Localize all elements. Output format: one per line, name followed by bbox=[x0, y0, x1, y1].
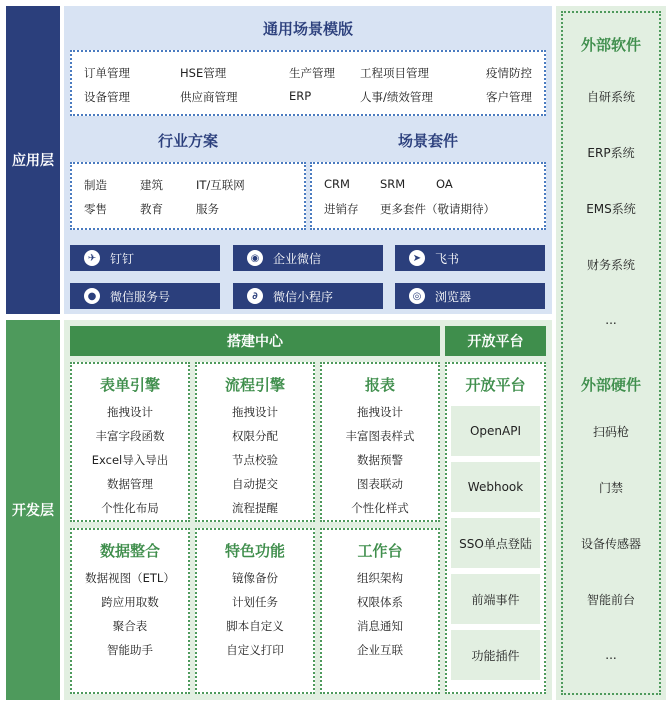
external-software-title: 外部软件 bbox=[580, 36, 641, 54]
module-feature: 自动提交 bbox=[232, 477, 278, 491]
template-item: HSE管理 bbox=[180, 66, 227, 80]
channel-feishu[interactable] bbox=[395, 245, 545, 271]
module-title: 工作台 bbox=[357, 542, 403, 560]
suite-item: 进销存 bbox=[324, 202, 359, 216]
module-feature: 数据预警 bbox=[357, 453, 403, 467]
module-feature: 计划任务 bbox=[232, 595, 278, 609]
module-feature: 自定义打印 bbox=[226, 643, 284, 657]
template-item: 工程项目管理 bbox=[360, 66, 429, 80]
channel-wechat-service[interactable] bbox=[70, 283, 220, 309]
open-platform-item[interactable]: OpenAPI bbox=[451, 406, 540, 456]
industry-item: 建筑 bbox=[140, 178, 163, 192]
open-platform-item[interactable]: SSO单点登陆 bbox=[451, 518, 540, 568]
channel-dingtalk[interactable] bbox=[70, 245, 220, 271]
module-feature: 丰富字段函数 bbox=[95, 429, 165, 443]
external-hardware-title: 外部硬件 bbox=[580, 376, 641, 394]
channel-label: 飞书 bbox=[435, 251, 460, 266]
external-software-item[interactable]: 财务系统 bbox=[567, 239, 655, 289]
suite-item: SRM bbox=[380, 177, 406, 191]
industry-solutions-title: 行业方案 bbox=[157, 132, 218, 150]
module-feature: 聚合表 bbox=[112, 619, 148, 633]
channel-label: 企业微信 bbox=[273, 251, 322, 266]
external-hardware-item[interactable]: 门禁 bbox=[567, 462, 655, 512]
industry-item: 服务 bbox=[196, 202, 219, 216]
module-feature: 企业互联 bbox=[357, 643, 403, 657]
module-title: 报表 bbox=[364, 376, 395, 394]
module-title: 表单引擎 bbox=[99, 376, 160, 394]
module-title: 数据整合 bbox=[99, 542, 160, 560]
module-feature: 消息通知 bbox=[357, 619, 403, 633]
external-software-item[interactable]: 自研系统 bbox=[567, 71, 655, 121]
template-item: ERP bbox=[289, 89, 312, 103]
channel-browser[interactable] bbox=[395, 283, 545, 309]
module-feature: 数据视图（ETL） bbox=[85, 571, 175, 585]
wecom-icon: ◉ bbox=[247, 250, 263, 266]
template-item: 客户管理 bbox=[486, 90, 532, 104]
external-software-item[interactable]: EMS系统 bbox=[567, 183, 655, 233]
module-feature: Excel导入导出 bbox=[91, 453, 169, 467]
module-feature: 权限体系 bbox=[357, 595, 403, 609]
module-feature: 个性化样式 bbox=[351, 501, 409, 515]
dev-layer-label: 开发层 bbox=[6, 320, 60, 700]
module-feature: 个性化布局 bbox=[101, 501, 159, 515]
app-layer-label: 应用层 bbox=[6, 6, 60, 314]
module-feature: 流程提醒 bbox=[232, 501, 278, 515]
module-title: 特色功能 bbox=[224, 542, 285, 560]
open-platform-title: 开放平台 bbox=[465, 376, 526, 394]
module-feature: 镜像备份 bbox=[232, 571, 278, 585]
scene-suite-title: 场景套件 bbox=[397, 132, 458, 150]
external-hardware-item[interactable]: ... bbox=[567, 630, 655, 680]
external-hardware-item[interactable]: 智能前台 bbox=[567, 574, 655, 624]
module-feature: 拖拽设计 bbox=[232, 405, 278, 419]
external-software-item[interactable]: ERP系统 bbox=[567, 127, 655, 177]
module-feature: 脚本自定义 bbox=[226, 619, 284, 633]
general-templates-title: 通用场景模版 bbox=[262, 20, 353, 38]
module-feature: 节点校验 bbox=[232, 453, 278, 467]
module-feature: 权限分配 bbox=[232, 429, 278, 443]
module-feature: 组织架构 bbox=[357, 571, 403, 585]
external-hardware-item[interactable]: 设备传感器 bbox=[567, 518, 655, 568]
general-templates-box bbox=[70, 50, 546, 116]
template-item: 订单管理 bbox=[84, 66, 130, 80]
module-feature: 跨应用取数 bbox=[101, 595, 159, 609]
channel-label: 微信服务号 bbox=[110, 289, 171, 304]
open-platform-item[interactable]: Webhook bbox=[451, 462, 540, 512]
miniprogram-icon: ∂ bbox=[247, 288, 263, 304]
template-item: 生产管理 bbox=[289, 66, 335, 80]
industry-item: IT/互联网 bbox=[196, 178, 245, 192]
open-platform-header: 开放平台 bbox=[445, 326, 546, 356]
external-hardware-item[interactable]: 扫码枪 bbox=[567, 406, 655, 456]
module-title: 流程引擎 bbox=[224, 376, 285, 394]
module-feature: 数据管理 bbox=[107, 477, 153, 491]
wechat-icon: ● bbox=[84, 288, 100, 304]
template-item: 疫情防控 bbox=[486, 66, 532, 80]
suite-item: 更多套件（敬请期待） bbox=[380, 202, 495, 216]
external-software-item[interactable]: ... bbox=[567, 295, 655, 345]
industry-item: 零售 bbox=[84, 202, 107, 216]
channel-label: 浏览器 bbox=[435, 289, 472, 304]
template-item: 供应商管理 bbox=[180, 90, 238, 104]
open-platform-item[interactable]: 前端事件 bbox=[451, 574, 540, 624]
module-feature: 拖拽设计 bbox=[107, 405, 153, 419]
industry-item: 教育 bbox=[140, 202, 163, 216]
module-feature: 智能助手 bbox=[107, 643, 153, 657]
industry-item: 制造 bbox=[84, 178, 107, 192]
suite-item: CRM bbox=[324, 177, 350, 191]
template-item: 设备管理 bbox=[84, 90, 130, 104]
suite-item: OA bbox=[436, 177, 453, 191]
build-center-header: 搭建中心 bbox=[70, 326, 440, 356]
channel-wecom[interactable] bbox=[233, 245, 383, 271]
browser-icon: ◎ bbox=[409, 288, 425, 304]
channel-label: 微信小程序 bbox=[273, 289, 334, 304]
dingtalk-icon: ✈ bbox=[84, 250, 100, 266]
open-platform-item[interactable]: 功能插件 bbox=[451, 630, 540, 680]
channel-label: 钉钉 bbox=[110, 251, 135, 266]
module-feature: 丰富图表样式 bbox=[345, 429, 415, 443]
template-item: 人事/绩效管理 bbox=[360, 90, 433, 104]
industry-solutions-box bbox=[70, 162, 306, 230]
channel-miniprogram[interactable] bbox=[233, 283, 383, 309]
module-feature: 拖拽设计 bbox=[357, 405, 403, 419]
feishu-icon: ➤ bbox=[409, 250, 425, 266]
module-feature: 图表联动 bbox=[357, 477, 403, 491]
scene-suite-box bbox=[310, 162, 546, 230]
